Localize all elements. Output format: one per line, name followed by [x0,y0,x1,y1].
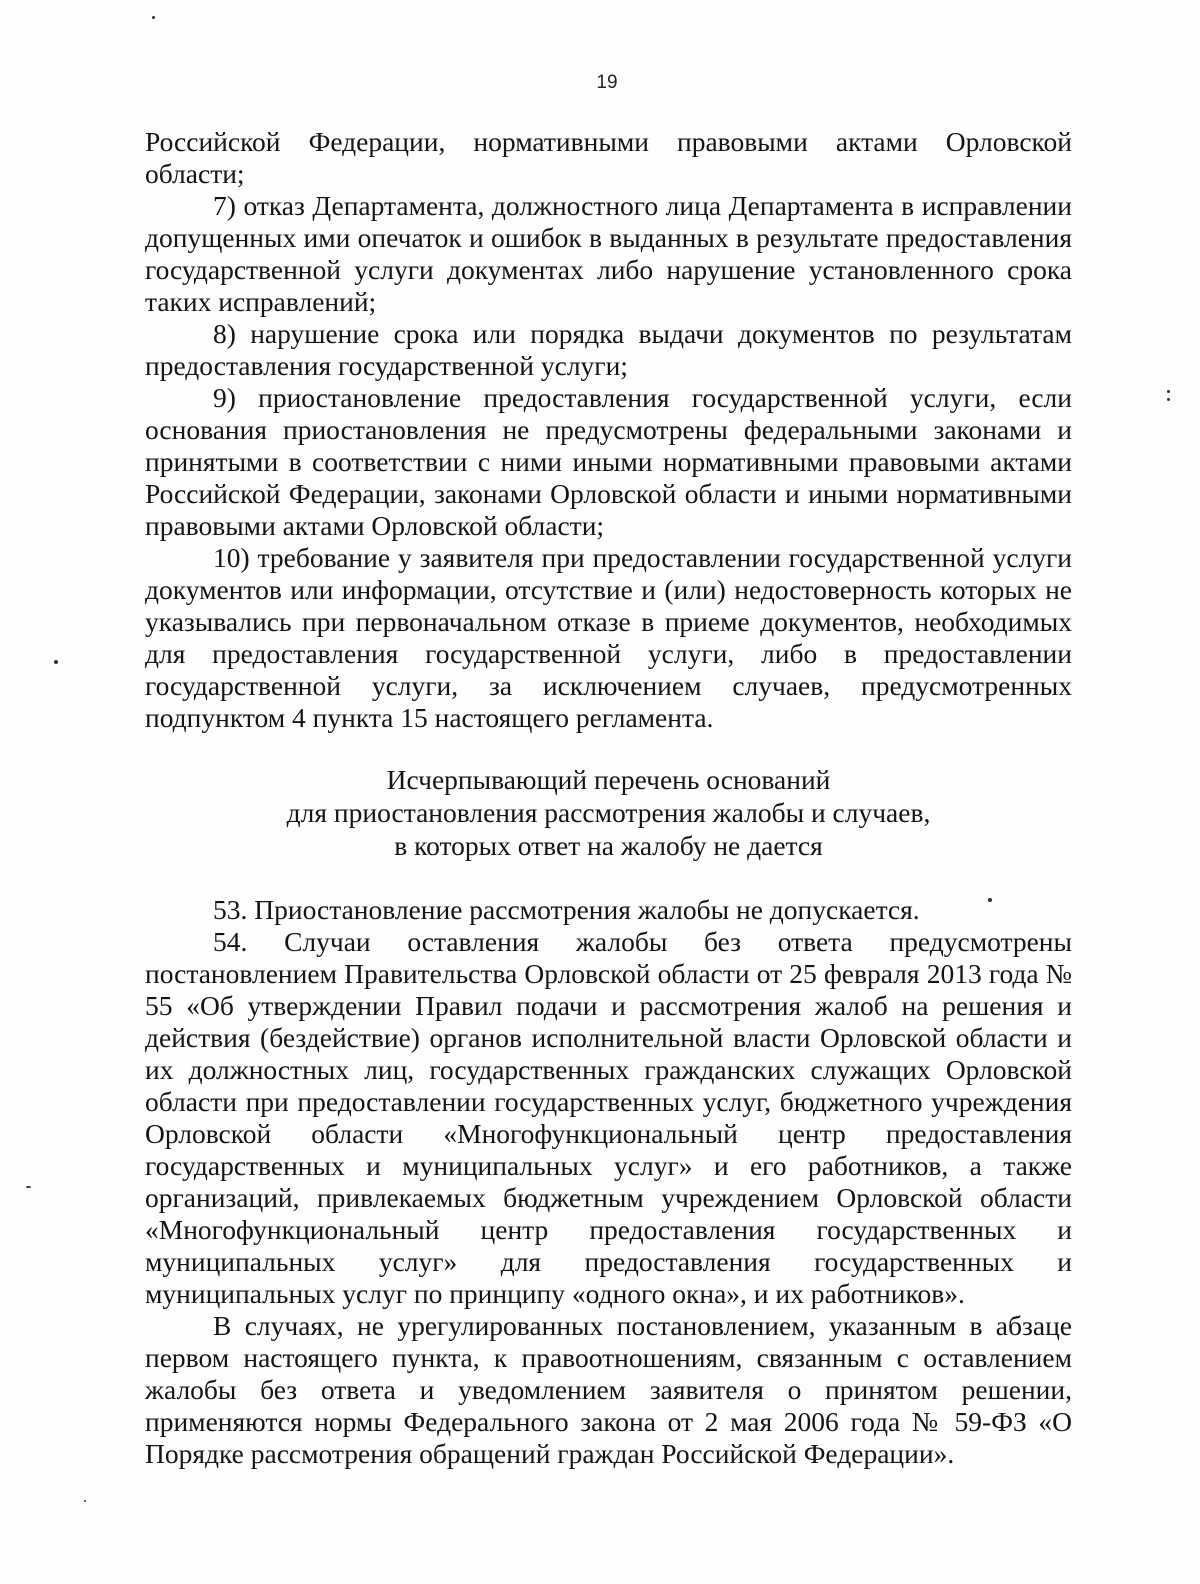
scan-speck [26,1186,31,1188]
scan-speck [988,898,992,902]
scan-speck [84,1500,86,1502]
paragraph-continuation: Российской Федерации, нормативными правовыми актами Орловской области; [145,126,1072,189]
paragraph-item-9: 9) приостановление предоставления государственной услуги, если основания приостановления не предусмотрены федеральными законами и принятыми в соответствии с ними иными нормативными правовыми актами Российской Федерации, законами Орловской области и иными нормативными правовыми актами Орловской области; [145,382,1072,541]
scan-speck [152,16,155,19]
paragraph-item-10: 10) требование у заявителя при предоставлении государственной услуги документов или информации, отсутствие и (или) недостоверность которых не указывались при первоначальном отказе в приеме документов, необходимых для предоставления государственной услуги, либо в предоставлении государственной услуги, за исключением случаев, предусмотренных подпунктом 4 пункта 15 настоящего регламента. [145,542,1072,733]
heading-line-3: в которых ответ на жалобу не дается [394,830,823,861]
scan-speck [1167,390,1170,393]
scan-speck [1167,398,1170,401]
section-heading [145,763,1072,862]
paragraph-53: 53. Приостановление рассмотрения жалобы не допускается. [213,894,920,925]
paragraph-54-second: В случаях, не урегулированных постановлением, указанным в абзаце первом настоящего пункта, к правоотношениям, связанным с оставлением жалобы без ответа и уведомлением заявителя о принятом решении, применяются нормы Федерального закона от 2 мая 2006 года № 59-ФЗ «О Порядке рассмотрения обращений граждан Российской Федерации». [145,1310,1072,1469]
paragraph-item-8: 8) нарушение срока или порядка выдачи документов по результатам предоставления государственной услуги; [145,318,1072,381]
paragraph-item-7: 7) отказ Департамента, должностного лица Департамента в исправлении допущенных ими опечаток и ошибок в выданных в результате предоставления государственной услуги документах либо нарушение установленного срока таких исправлений; [145,190,1072,317]
heading-line-2: для приостановления рассмотрения жалобы и случаев, [286,797,931,828]
scan-speck [54,660,58,664]
top-text-block [145,126,1072,734]
heading-line-1: Исчерпывающий перечень оснований [386,764,831,795]
bottom-text-block [145,894,1072,1470]
page-number: 19 [596,72,618,93]
paragraph-54: 54. Случаи оставления жалобы без ответа предусмотрены постановлением Правительства Орловской области от 25 февраля 2013 года № 55 «Об утверждении Правил подачи и рассмотрения жалоб на решения и действия (бездействие) органов исполнительной власти Орловской области и их должностных лиц, государственных гражданских служащих Орловской области при предоставлении государственных услуг, бюджетного учреждения Орловской области «Многофункциональный центр предоставления государственных и муниципальных услуг» и его работников, а также организаций, привлекаемых бюджетным учреждением Орловской области «Многофункциональный центр предоставления государственных и муниципальных услуг» для предоставления государственных и муниципальных услуг по принципу «одного окна», и их работников». [145,926,1072,1309]
